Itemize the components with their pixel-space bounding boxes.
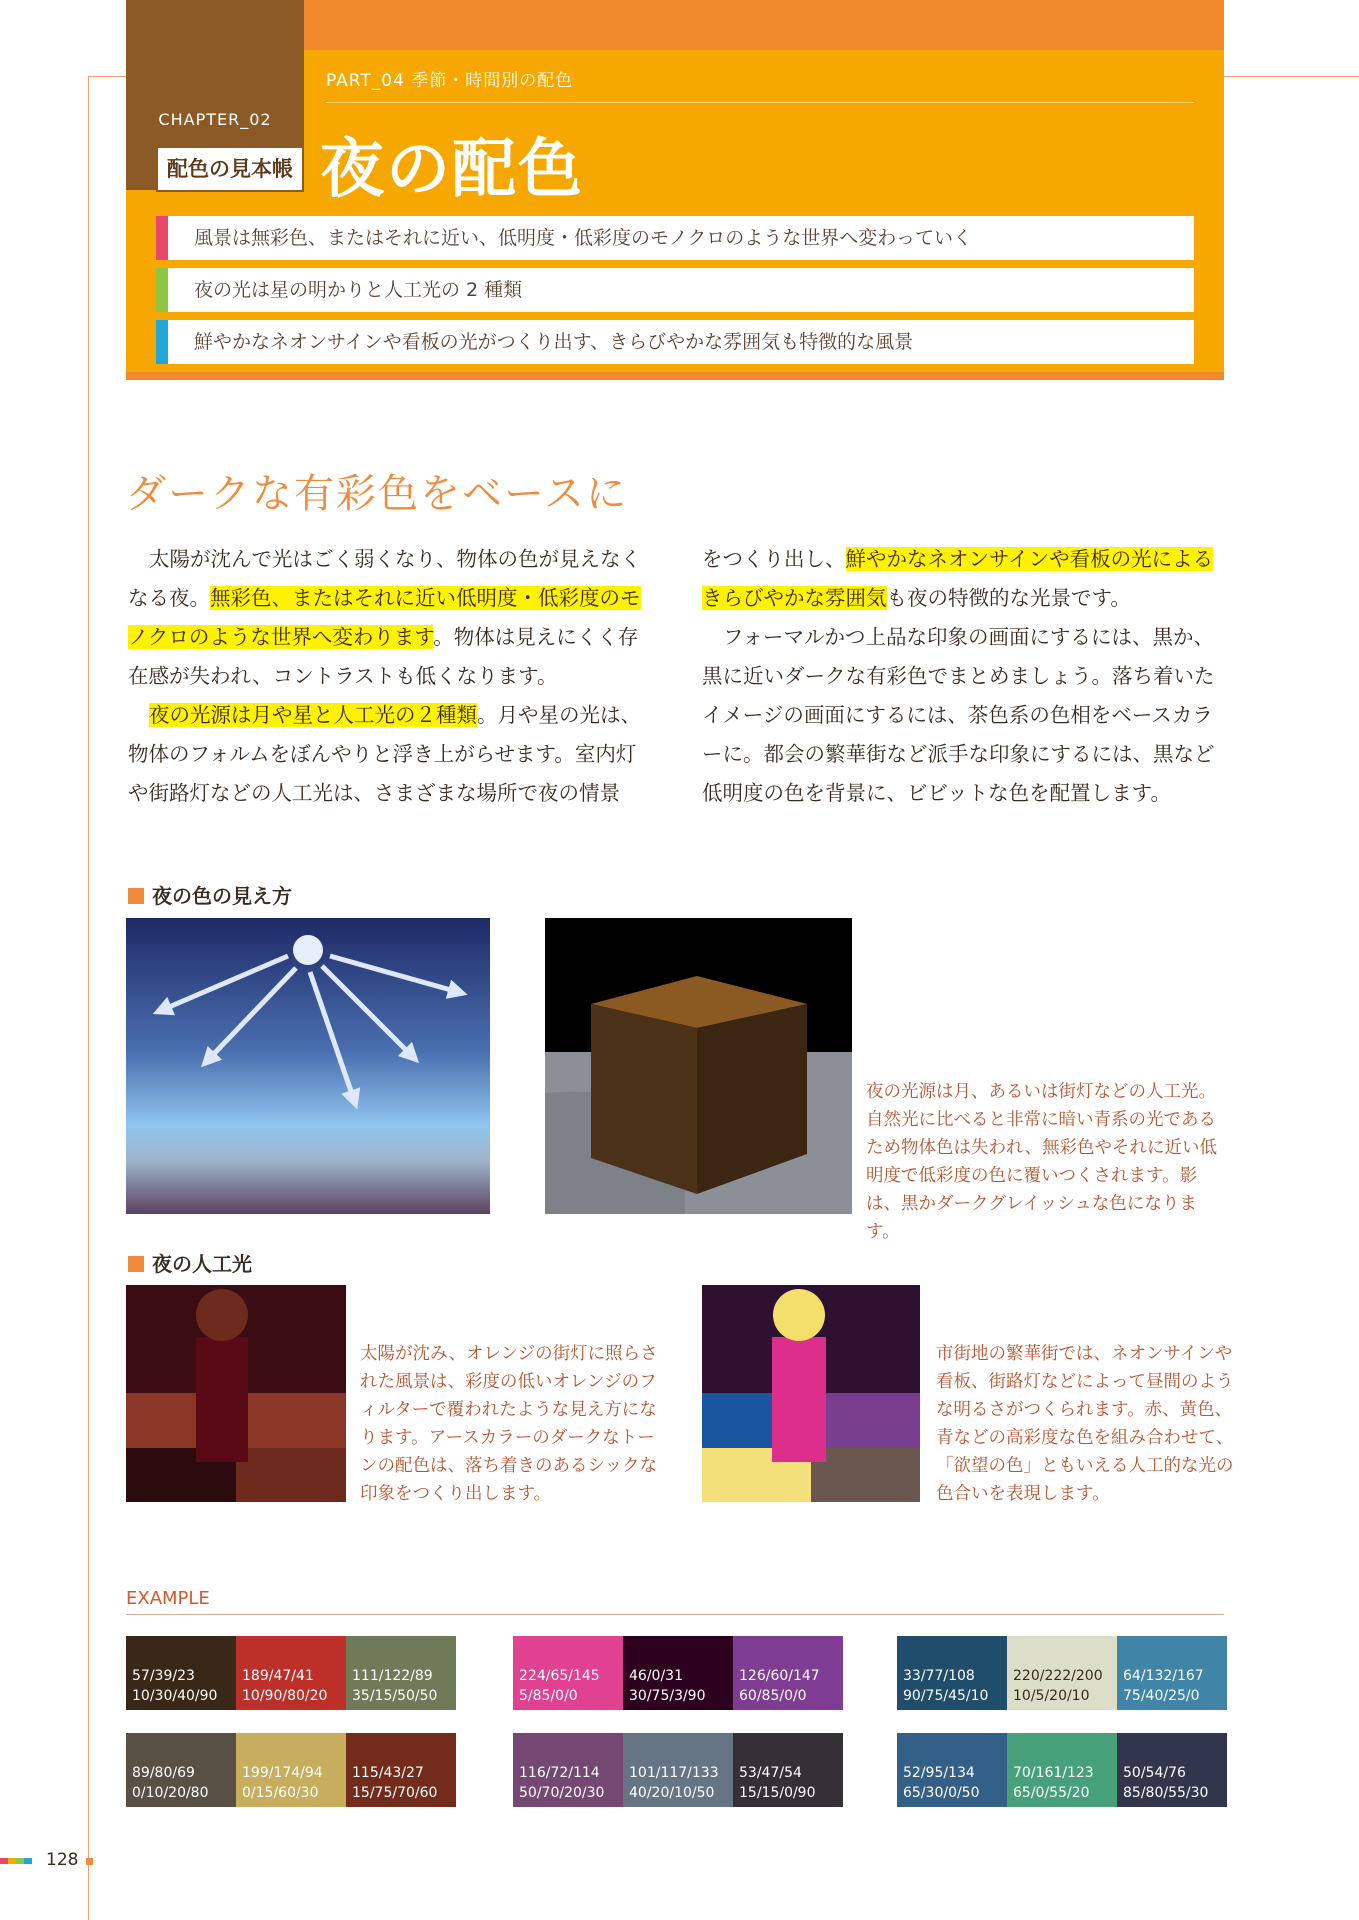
swatch-cmyk: 10/90/80/20 — [242, 1688, 328, 1704]
swatch-cmyk: 0/15/60/30 — [242, 1785, 319, 1801]
swatch-cmyk: 90/75/45/10 — [903, 1688, 989, 1704]
swatch-rgb: 220/222/200 — [1013, 1668, 1103, 1684]
swatch-rgb: 64/132/167 — [1123, 1668, 1204, 1684]
key-point: 夜の光は星の明かりと人工光の 2 種類 — [156, 268, 1194, 312]
swatch-cmyk: 30/75/3/90 — [629, 1688, 706, 1704]
color-swatch — [513, 1733, 623, 1807]
paragraph: フォーマルかつ上品な印象の画面にするには、黒か、黒に近いダークな有彩色でまとめましょう。落ち着いたイメージの画面にするには、茶色系の色相をベースカラーに。都会の繁華街など派手な印象にするには、黒など低明度の色を背景に、ビビットな色を配置します。 — [702, 625, 1215, 805]
figure-caption: 夜の光源は月、あるいは街灯などの人工光。自然光に比べると非常に暗い青系の光であるため物体色は失われ、無彩色やそれに近い低明度で低彩度の色に覆いつくされます。影は、黒かダークグレイッシュな色になります。 — [866, 1082, 1218, 1242]
neon-street-illustration — [702, 1285, 920, 1502]
body-text: 太陽が沈んで光はごく弱くなり、物体の色が見えなくなる夜。 — [128, 547, 641, 610]
body-text: をつくり出し、 — [702, 547, 846, 571]
margin-rule — [88, 76, 128, 77]
swatch-cmyk: 5/85/0/0 — [519, 1688, 578, 1704]
swatch-cmyk: 15/15/0/90 — [739, 1785, 816, 1801]
body-column-right — [702, 540, 1226, 813]
swatch-rgb: 199/174/94 — [242, 1765, 323, 1781]
color-swatch — [733, 1733, 843, 1807]
part-label: PART_04 季節・時間別の配色 — [326, 71, 574, 91]
color-swatch — [1117, 1636, 1227, 1710]
figure-label-text: 夜の人工光 — [152, 1252, 252, 1276]
swatch-rgb: 126/60/147 — [739, 1668, 820, 1684]
color-swatch — [897, 1733, 1007, 1807]
swatch-rgb: 115/43/27 — [352, 1765, 424, 1781]
swatch-rgb: 116/72/114 — [519, 1765, 600, 1781]
square-bullet-icon — [128, 1256, 144, 1272]
swatch-cmyk: 75/40/25/0 — [1123, 1688, 1200, 1704]
swatch-cmyk: 10/5/20/10 — [1013, 1688, 1090, 1704]
swatch-rgb: 50/54/76 — [1123, 1765, 1186, 1781]
color-swatch — [236, 1733, 346, 1807]
swatch-rgb: 52/95/134 — [903, 1765, 975, 1781]
footer-dot — [86, 1858, 93, 1865]
part-rule — [326, 102, 1194, 103]
color-swatch — [1007, 1636, 1117, 1710]
color-swatch — [346, 1636, 456, 1710]
example-label: EXAMPLE — [126, 1588, 210, 1609]
swatch-cmyk: 65/30/0/50 — [903, 1785, 980, 1801]
swatch-rgb: 53/47/54 — [739, 1765, 802, 1781]
swatch-cmyk: 40/20/10/50 — [629, 1785, 715, 1801]
swatch-rgb: 33/77/108 — [903, 1668, 975, 1684]
paragraph — [702, 540, 1226, 618]
section-heading: ダークな有彩色をベースに — [126, 471, 628, 517]
body-column-left — [128, 540, 652, 813]
color-swatch — [897, 1636, 1007, 1710]
key-point: 風景は無彩色、またはそれに近い、低明度・低彩度のモノクロのような世界へ変わっていく — [156, 216, 1194, 260]
highlight-text: 鮮やかなネオンサインや看板の光によるきらびやかな雰囲気 — [702, 547, 1214, 610]
chapter-label: CHAPTER_02 — [158, 110, 272, 129]
swatch-cmyk: 0/10/20/80 — [132, 1785, 209, 1801]
color-swatch — [623, 1636, 733, 1710]
moon-icon — [293, 935, 323, 965]
swatch-cmyk: 10/30/40/90 — [132, 1688, 218, 1704]
swatch-cmyk: 65/0/55/20 — [1013, 1785, 1090, 1801]
color-swatch — [1117, 1733, 1227, 1807]
streetlight-illustration — [126, 1285, 346, 1502]
body-text: 。月や星の光は、物体のフォルムをぼんやりと浮き上がらせます。室内灯や街路灯などの人工光は、さまざまな場所で夜の情景 — [128, 703, 641, 805]
swatch-cmyk: 60/85/0/0 — [739, 1688, 807, 1704]
swatch-cmyk: 85/80/55/30 — [1123, 1785, 1209, 1801]
swatch-cmyk: 50/70/20/30 — [519, 1785, 605, 1801]
book-badge: 配色の見本帳 — [156, 146, 304, 192]
footer-color-bars — [0, 1858, 34, 1864]
body-text: も夜の特徴的な光景です。 — [886, 586, 1131, 610]
swatch-rgb: 101/117/133 — [629, 1765, 719, 1781]
color-swatch — [126, 1733, 236, 1807]
color-swatch — [733, 1636, 843, 1710]
figure-label-text: 夜の色の見え方 — [152, 884, 292, 908]
figure-caption: 市街地の繁華街では、ネオンサインや看板、街路灯などによって昼間のような明るさがつくられます。赤、黄色、青などの高彩度な色を組み合わせて、「欲望の色」ともいえる人工的な光の色合いを表現します。 — [936, 1344, 1234, 1504]
page-title: 夜の配色 — [320, 133, 584, 207]
color-swatch — [513, 1636, 623, 1710]
color-swatch — [346, 1733, 456, 1807]
color-swatch — [126, 1636, 236, 1710]
color-swatch — [1007, 1733, 1117, 1807]
swatch-cmyk: 35/15/50/50 — [352, 1688, 438, 1704]
swatch-rgb: 224/65/145 — [519, 1668, 600, 1684]
highlight-text: 夜の光源は月や星と人工光の２種類 — [149, 703, 477, 727]
swatch-rgb: 189/47/41 — [242, 1668, 314, 1684]
swatch-rgb: 57/39/23 — [132, 1668, 195, 1684]
margin-rule — [88, 76, 89, 1920]
cube-illustration — [545, 918, 852, 1214]
swatch-rgb: 46/0/31 — [629, 1668, 683, 1684]
key-point: 鮮やかなネオンサインや看板の光がつくり出す、きらびやかな雰囲気も特徴的な風景 — [156, 320, 1194, 364]
color-swatch — [623, 1733, 733, 1807]
example-rule — [126, 1614, 1224, 1615]
figure-label — [128, 1248, 252, 1277]
swatch-rgb: 89/80/69 — [132, 1765, 195, 1781]
swatch-rgb: 70/161/123 — [1013, 1765, 1094, 1781]
page-number: 128 — [46, 1850, 79, 1870]
margin-rule — [1224, 76, 1359, 77]
paragraph — [128, 696, 652, 813]
swatch-rgb: 111/122/89 — [352, 1668, 433, 1684]
highlight-text: 無彩色、またはそれに近い低明度・低彩度のモノクロのような世界へ変わります — [128, 586, 641, 649]
figure-caption: 太陽が沈み、オレンジの街灯に照らされた風景は、彩度の低いオレンジのフィルターで覆われたような見え方になります。アースカラーのダークなトーンの配色は、落ち着きのあるシックな印象をつくり出します。 — [360, 1344, 658, 1504]
square-bullet-icon — [128, 888, 144, 904]
body-text: 。物体は見えにくく存在感が失われ、コントラストも低くなります。 — [128, 625, 639, 688]
night-sky-illustration — [126, 918, 490, 1214]
paragraph — [128, 540, 652, 696]
figure-label — [128, 880, 292, 909]
swatch-cmyk: 15/75/70/60 — [352, 1785, 438, 1801]
color-swatch — [236, 1636, 346, 1710]
